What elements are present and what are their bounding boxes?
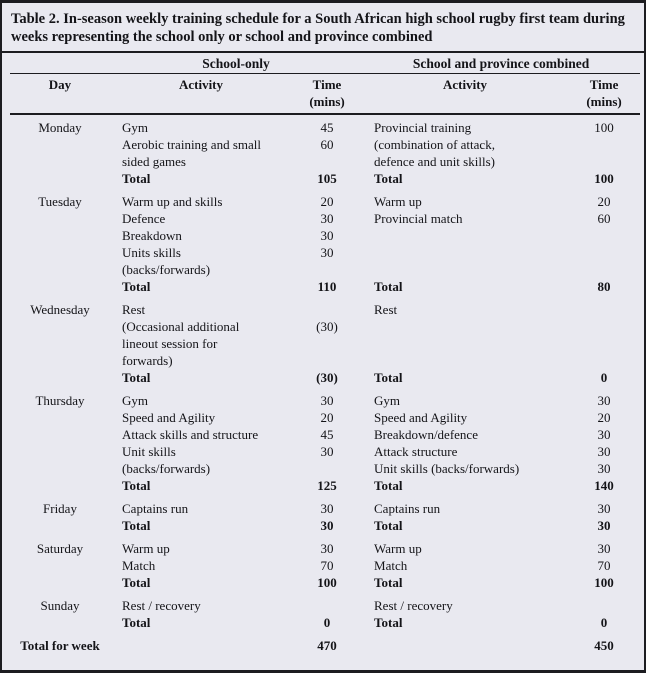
activity-cell-school-only: Warm up <box>122 541 170 556</box>
activity-cell-combined <box>362 261 568 278</box>
time-cell-school-only: 20 <box>320 410 334 425</box>
time-cell-school-only: 30 <box>320 541 334 556</box>
time-cell-combined <box>568 295 640 318</box>
activity-cell-school-only: Total <box>122 171 151 186</box>
schedule-body <box>10 114 640 654</box>
time-cell-combined: 30 <box>597 518 611 533</box>
activity-cell-school-only: Total <box>122 518 151 533</box>
time-cell-combined: 450 <box>594 638 614 653</box>
time-cell-combined <box>568 136 640 153</box>
table-row <box>10 591 640 614</box>
day-cell <box>10 261 110 278</box>
activity-cell-school-only <box>110 631 292 654</box>
activity-cell-combined: Warm up <box>374 194 422 209</box>
day-cell <box>10 517 110 534</box>
table-row <box>10 210 640 227</box>
day-cell <box>10 557 110 574</box>
activity-cell-school-only: Gym <box>122 393 148 408</box>
table-row <box>10 261 640 278</box>
day-cell: Thursday <box>35 393 85 408</box>
activity-cell-school-only: Aerobic training and small <box>122 137 261 152</box>
activity-cell-combined: Total <box>374 615 403 630</box>
time-cell-school-only: 70 <box>320 558 334 573</box>
time-cell-combined <box>568 591 640 614</box>
activity-cell-school-only: sided games <box>122 154 186 169</box>
activity-cell-school-only: (Occasional additional <box>122 319 240 334</box>
activity-cell-school-only: Captains run <box>122 501 189 516</box>
activity-cell-combined: Rest / recovery <box>374 598 453 613</box>
time-cell-school-only <box>292 335 362 352</box>
activity-cell-combined: Attack structure <box>374 444 458 459</box>
activity-cell-school-only: Total <box>122 575 151 590</box>
time-header-line1: Time <box>589 77 619 92</box>
activity-cell-school-only: Total <box>122 615 151 630</box>
time-cell-combined <box>568 335 640 352</box>
col-header-time-combined <box>568 74 640 115</box>
time-cell-combined: 30 <box>597 444 611 459</box>
activity-cell-combined <box>362 335 568 352</box>
time-cell-combined: 100 <box>594 171 614 186</box>
activity-cell-school-only: Rest / recovery <box>122 598 201 613</box>
time-cell-combined <box>568 318 640 335</box>
activity-cell-combined: Provincial match <box>374 211 463 226</box>
activity-cell-combined: Gym <box>374 393 401 408</box>
day-cell <box>10 352 110 369</box>
time-cell-school-only: (30) <box>316 370 338 385</box>
time-cell-combined <box>568 227 640 244</box>
table-row <box>10 170 640 187</box>
activity-cell-school-only: (backs/forwards) <box>122 461 211 476</box>
activity-cell-school-only: Total <box>122 279 151 294</box>
day-cell: Friday <box>43 501 77 516</box>
table-row <box>10 335 640 352</box>
activity-cell-combined: Match <box>374 558 408 573</box>
day-cell <box>10 244 110 261</box>
time-cell-combined <box>568 352 640 369</box>
column-header-row <box>10 74 640 115</box>
time-cell-combined: 70 <box>597 558 611 573</box>
time-cell-combined: 140 <box>594 478 614 493</box>
time-cell-school-only: 0 <box>323 615 331 630</box>
activity-cell-combined: Total <box>374 478 403 493</box>
time-cell-school-only: 30 <box>320 245 334 260</box>
time-header-line1: Time <box>312 77 342 92</box>
col-header-time-school-only <box>292 74 362 115</box>
activity-cell-school-only: lineout session for <box>122 336 218 351</box>
day-cell <box>10 409 110 426</box>
activity-cell-school-only: Breakdown <box>122 228 182 243</box>
time-cell-combined: 100 <box>594 575 614 590</box>
table-row <box>10 477 640 494</box>
table-row <box>10 352 640 369</box>
day-cell <box>10 477 110 494</box>
time-cell-school-only: 30 <box>320 444 334 459</box>
time-cell-school-only: 60 <box>320 137 334 152</box>
col-header-day: Day <box>10 74 110 115</box>
day-cell: Total for week <box>20 638 100 653</box>
time-cell-combined: 30 <box>597 541 611 556</box>
time-cell-combined: 30 <box>597 427 611 442</box>
activity-cell-school-only: Unit skills <box>122 444 176 459</box>
activity-cell-school-only: Total <box>122 478 151 493</box>
time-cell-school-only: 30 <box>320 393 334 408</box>
time-cell-school-only: 100 <box>317 575 337 590</box>
day-cell <box>10 443 110 460</box>
activity-cell-combined: Captains run <box>374 501 441 516</box>
activity-cell-combined: Breakdown/defence <box>374 427 478 442</box>
activity-cell-combined: defence and unit skills) <box>374 154 495 169</box>
activity-cell-combined: Provincial training <box>374 120 472 135</box>
time-cell-combined: 20 <box>597 410 611 425</box>
time-cell-combined: 0 <box>600 370 608 385</box>
time-cell-combined: 100 <box>594 120 614 135</box>
time-cell-school-only: (30) <box>316 319 338 334</box>
time-cell-school-only: 110 <box>317 279 337 294</box>
time-cell-combined <box>568 244 640 261</box>
time-cell-combined: 30 <box>597 501 611 516</box>
day-cell <box>10 335 110 352</box>
table-row <box>10 295 640 318</box>
activity-cell-combined: Rest <box>374 302 398 317</box>
table-row <box>10 227 640 244</box>
activity-cell-school-only: Gym <box>122 120 148 135</box>
activity-cell-school-only: Rest <box>122 302 146 317</box>
day-cell <box>10 426 110 443</box>
activity-cell-combined: Total <box>374 279 403 294</box>
activity-cell-combined: Total <box>374 370 403 385</box>
table-row <box>10 631 640 654</box>
activity-cell-combined: Total <box>374 518 403 533</box>
table-row <box>10 187 640 210</box>
table-row <box>10 386 640 409</box>
time-cell-school-only: 30 <box>320 518 334 533</box>
activity-cell-combined: Warm up <box>374 541 422 556</box>
day-cell <box>10 170 110 187</box>
activity-cell-combined: (combination of attack, <box>374 137 495 152</box>
table-row <box>10 517 640 534</box>
activity-cell-combined: Total <box>374 171 403 186</box>
table-row <box>10 136 640 153</box>
day-cell <box>10 136 110 153</box>
table-row <box>10 574 640 591</box>
activity-cell-school-only: Total <box>122 370 151 385</box>
group-header-spacer <box>10 53 110 74</box>
time-cell-school-only: 125 <box>317 478 337 493</box>
day-cell <box>10 227 110 244</box>
time-cell-combined: 30 <box>597 461 611 476</box>
time-cell-combined: 0 <box>600 615 608 630</box>
activity-cell-school-only: (backs/forwards) <box>122 262 211 277</box>
table-row <box>10 318 640 335</box>
activity-cell-combined: Unit skills (backs/forwards) <box>374 461 520 476</box>
time-header-line2: (mins) <box>309 94 345 109</box>
activity-cell-school-only: Match <box>122 558 156 573</box>
time-cell-combined: 30 <box>597 393 611 408</box>
table-row <box>10 443 640 460</box>
table-row <box>10 460 640 477</box>
time-cell-combined: 60 <box>597 211 611 226</box>
table-caption: Table 2. In-season weekly training schedule for a South African high school rugby first team during weeks representing the school only or school and province combined <box>2 3 644 53</box>
table-row <box>10 614 640 631</box>
table-row <box>10 278 640 295</box>
day-cell: Wednesday <box>30 302 90 317</box>
table-row <box>10 494 640 517</box>
day-cell <box>10 460 110 477</box>
time-cell-school-only: 30 <box>320 211 334 226</box>
time-cell-school-only <box>292 261 362 278</box>
group-header-combined: School and province combined <box>362 53 640 74</box>
day-cell: Tuesday <box>38 194 82 209</box>
time-cell-school-only <box>292 352 362 369</box>
day-cell <box>10 614 110 631</box>
day-cell <box>10 210 110 227</box>
time-cell-school-only <box>292 295 362 318</box>
activity-cell-school-only: Speed and Agility <box>122 410 216 425</box>
activity-cell-school-only: Attack skills and structure <box>122 427 259 442</box>
activity-cell-school-only: Units skills <box>122 245 181 260</box>
group-header-school-only: School-only <box>110 53 362 74</box>
activity-cell-combined <box>362 244 568 261</box>
group-header-row <box>10 53 640 74</box>
time-cell-school-only: 20 <box>320 194 334 209</box>
time-header-line2: (mins) <box>586 94 622 109</box>
table-row <box>10 114 640 136</box>
training-schedule-table <box>10 53 640 654</box>
time-cell-school-only <box>292 591 362 614</box>
activity-cell-school-only: forwards) <box>122 353 173 368</box>
activity-cell-combined <box>362 227 568 244</box>
time-cell-combined: 80 <box>597 279 611 294</box>
col-header-activity-combined: Activity <box>362 74 568 115</box>
day-cell: Saturday <box>36 541 84 556</box>
day-cell <box>10 574 110 591</box>
table-row <box>10 534 640 557</box>
time-cell-school-only: 45 <box>320 427 334 442</box>
table-row <box>10 153 640 170</box>
table-row <box>10 369 640 386</box>
day-cell <box>10 369 110 386</box>
day-cell <box>10 318 110 335</box>
activity-cell-combined: Speed and Agility <box>374 410 468 425</box>
time-cell-school-only: 45 <box>320 120 334 135</box>
activity-cell-school-only: Defence <box>122 211 166 226</box>
day-cell <box>10 153 110 170</box>
time-cell-combined <box>568 261 640 278</box>
time-cell-school-only: 470 <box>317 638 337 653</box>
time-cell-school-only: 30 <box>320 228 334 243</box>
time-cell-school-only: 105 <box>317 171 337 186</box>
time-cell-combined: 20 <box>597 194 611 209</box>
table-row <box>10 426 640 443</box>
day-cell: Sunday <box>40 598 80 613</box>
day-cell: Monday <box>38 120 82 135</box>
table-row <box>10 409 640 426</box>
table-row <box>10 244 640 261</box>
activity-cell-school-only: Warm up and skills <box>122 194 223 209</box>
time-cell-combined <box>568 153 640 170</box>
activity-cell-combined <box>362 318 568 335</box>
activity-cell-combined: Total <box>374 575 403 590</box>
activity-cell-combined <box>362 631 568 654</box>
time-cell-school-only: 30 <box>320 501 334 516</box>
table-row <box>10 557 640 574</box>
day-cell <box>10 278 110 295</box>
col-header-activity-school-only: Activity <box>110 74 292 115</box>
time-cell-school-only <box>292 460 362 477</box>
activity-cell-combined <box>362 352 568 369</box>
time-cell-school-only <box>292 153 362 170</box>
